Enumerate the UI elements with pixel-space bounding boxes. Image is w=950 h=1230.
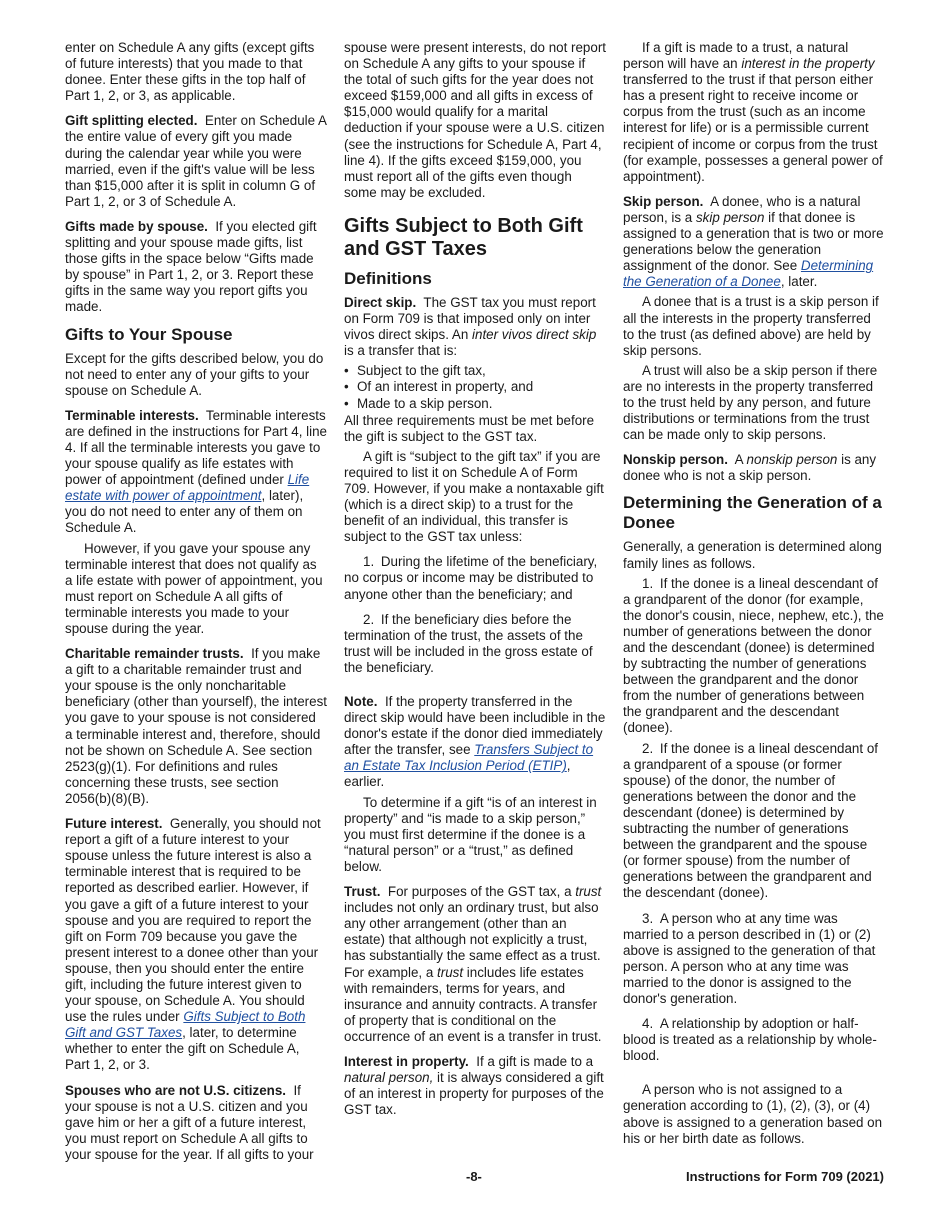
numbered-item-4: 4. A relationship by adoption or half-blood is treated as a relationship by whole-blood. (623, 1016, 877, 1064)
column-3 (623, 40, 885, 1156)
run-in-heading: Trust. (344, 884, 381, 900)
paragraph-intro: enter on Schedule A any gifts (except gifts of future interests) that you made to that donee. Enter these gifts in the top half of Part 1, 2, or 3, as applicable. (65, 40, 315, 104)
column-1 (65, 40, 327, 1172)
paragraph-trust-also: A trust will also be a skip person if there are no interests in the property transferred to the trust held by any person, and future distributions or terminations from the trust can be made only to skip persons. (623, 362, 878, 443)
paragraph-determine: To determine if a gift “is of an interest in property” and “is made to a skip person,” you must first determine if the donee is a “natural person” or a “trust,” as defined below. (344, 794, 597, 874)
list-item: • Of an interest in property, and (344, 379, 606, 395)
link-gifts-subject-both[interactable]: Gifts Subject to Both Gift and GST Taxes (65, 1009, 306, 1041)
paragraph-continued: spouse were present interests, do not report on Schedule A any gifts to your spouse if the total of such gifts for the year does not exceed $159,000 and all gifts in excess of $15,000 would qualify for a marital deduction if your spouse were a U.S. citizen (see the instructions for Schedule A, Part 4, line 4). If the gifts exceed $159,000, you must report all of the gifts even though some may be excluded. (344, 40, 607, 200)
paragraph-direct-skip: Direct skip. The GST tax you must report on Form 709 is that imposed only on inter vivos direct skips. An inter vivos direct skip is a transfer that is: (344, 294, 597, 359)
paragraph-interest-property: Interest in property. If a gift is made to a natural person, it is always considered a gift of an interest in property for purposes of the GST tax. (344, 1053, 604, 1118)
paragraph-future-interest: Future interest. Generally, you should not report a gift of a future interest to your spouse unless the future interest is also a terminable interest that is required to be reported as described earlier. However, if you gave a gift of a future interest to your spouse and you are required to report the gift on Form 709 because you gave the present interest to a donee other than your spouse, then you should enter the entire gift, including the future interest given to your spouse, on Schedule A. You should use the rules under Gifts Subject to Both Gift and GST Taxes, later, to determine whether to enter the gift on Schedule A, Part 1, 2, or 3. (65, 816, 321, 1073)
paragraph-nonskip-person: Nonskip person. A nonskip person is any donee who is not a skip person. (623, 452, 877, 484)
section-heading-determining-generation: Determining the Generation of a Donee (623, 493, 882, 533)
run-in-heading: Terminable interests. (65, 407, 199, 423)
numbered-item-1: 1. If the donee is a lineal descendant of a grandparent of the donor (for example, the donor's cousin, niece, nephew, etc.), the number of generations between the donor and the descendant (donee) is determined by subtracting the number of generations between the grandparent and the donor from the number of generations between the grandparent and the descendant (donee). (623, 575, 884, 736)
run-in-heading: Gifts made by spouse. (65, 218, 208, 234)
paragraph-not-assigned: A person who is not assigned to a generation according to (1), (2), (3), or (4) above is assigned to a generation based on his or her birth date as follows. (623, 1082, 883, 1146)
paragraph-trust: Trust. For purposes of the GST tax, a trust includes not only an ordinary trust, but also any other arrangement (other than an estate) that although not explicitly a trust, has substantially the same effect as a trust. For example, a trust includes life estates with remainders, terms for years, and insurance and annuity contracts. A transfer of property that is conditional on the occurrence of an event is a transfer in trust. (344, 884, 602, 1044)
link-etip[interactable]: Transfers Subject to an Estate Tax Inclusion Period (ETIP) (344, 742, 594, 774)
run-in-heading: Charitable remainder trusts. (65, 646, 244, 662)
run-in-heading: Skip person. (623, 193, 704, 209)
section-heading-gst: Gifts Subject to Both Gift and GST Taxes (344, 214, 583, 260)
link-determining-generation[interactable]: Determining the Generation of a Donee (623, 258, 874, 290)
numbered-item-2: 2. If the beneficiary dies before the termination of the trust, the assets of the trust will be included in the gross estate of the beneficiary. (344, 611, 593, 675)
paragraph-generally: Generally, a generation is determined along family lines as follows. (623, 539, 882, 571)
paragraph-terminable: Terminable interests. Terminable interests are defined in the instructions for Part 4, line 4. If all the terminable interests you gave to your spouse qualify as life estates with power of appointment (defined under Life estate with power of appointment, later), you do not need to enter any of them on Schedule A. (65, 407, 328, 536)
paragraph-skip-person: Skip person. A donee, who is a natural person, is a skip person if that donee is assigned to a generation that is two or more generations below the generation assignment of the donor. See Determining the Generation of a Donee, later. (623, 193, 884, 290)
page-number: -8- (466, 1169, 482, 1184)
paragraph-charitable-remainder: Charitable remainder trusts. If you make a gift to a charitable remainder trust and your spouse is the only noncharitable beneficiary (other than yourself), the interest you gave to your spouse is not considered a terminable interest and, therefore, should not be shown on Schedule A. See section 2523(g)(1). For definitions and rules concerning these trusts, see section 2056(b)(8)(B). (65, 646, 327, 806)
link-life-estate[interactable]: Life estate with power of appointment (65, 472, 310, 504)
run-in-heading: Direct skip. (344, 294, 417, 310)
numbered-item-3: 3. A person who at any time was married to a person described in (1) or (2) above is assigned to the generation of that person. A person who at any time was married to the donor is assigned to the donor's generation. (623, 910, 876, 1006)
run-in-heading: Interest in property. (344, 1053, 469, 1069)
paragraph-natural-person-interest: If a gift is made to a trust, a natural person will have an interest in the property transferred to the trust if that person either has a present right to receive income or corpus from the trust (such as an income interest for life) or is a permissible current recipient of income or corpus from the trust (for example, possesses a general power of appointment). (623, 40, 883, 184)
section-heading-gifts-to-spouse: Gifts to Your Spouse (65, 324, 233, 344)
paragraph-note: Note. If the property transferred in the direct skip would have been includible in the donor's estate if the donor died immediately after the transfer, see Transfers Subject to an Estate Tax Inclusion Period (ETIP), earlier. (344, 694, 606, 790)
paragraph-noncitizen-spouse: Spouses who are not U.S. citizens. If your spouse is not a U.S. citizen and you gave him or her a gift of a future interest, you must report on Schedule A all gifts to your spouse for the year. If all gifts to your (65, 1082, 314, 1162)
paragraph-gift-splitting: Gift splitting elected. Enter on Schedule A the entire value of every gift you made during the calendar year while you were married, even if the gift's value will be less than $15,000 after it is split in column G of Part 1, 2, or 3 of Schedule A. (65, 113, 327, 209)
run-in-heading: Note. (344, 694, 378, 709)
paragraph-except: Except for the gifts described below, you do not need to enter any of your gifts to your spouse on Schedule A. (65, 350, 324, 398)
run-in-heading: Future interest. (65, 816, 163, 832)
subheading-definitions: Definitions (344, 268, 432, 288)
footer-document-title: Instructions for Form 709 (2021) (686, 1169, 884, 1184)
column-2 (344, 40, 606, 1127)
paragraph-gifts-by-spouse: Gifts made by spouse. If you elected gift splitting and your spouse made gifts, list those gifts in the space below “Gifts made by spouse” in Part 1, 2, or 3. Report these gifts in the same way you report gifts you made. (65, 218, 317, 315)
paragraph-trust-skip: A donee that is a trust is a skip person if all the interests in the property transferred to the trust (as defined above) are held by skip persons. (623, 294, 879, 358)
run-in-heading: Gift splitting elected. (65, 113, 198, 129)
numbered-item-1: 1. During the lifetime of the beneficiary, no corpus or income may be distributed to anyone other than the beneficiary; and (344, 554, 598, 602)
run-in-heading: Spouses who are not U.S. citizens. (65, 1082, 286, 1098)
paragraph-however: However, if you gave your spouse any terminable interest that does not qualify as a life estate with power of appointment, you must report on Schedule A all gifts of terminable interests you made to your spouse during the year. (65, 540, 323, 636)
list-item: • Subject to the gift tax, (344, 363, 606, 379)
paragraph-subject-gift-tax: A gift is “subject to the gift tax” if you are required to list it on Schedule A of Form 709. However, if you make a nontaxable gift (which is a direct skip) to a trust for the benefit of an individual, this transfer is subject to the GST tax unless: (344, 448, 604, 545)
numbered-item-2: 2. If the donee is a lineal descendant of a grandparent of a spouse (or former spouse) of the donor, the number of generations between the donor and the descendant (donee) is determined by subtracting the number of generations between the grandparent and the spouse (or former spouse) from the number of generations between the grandparent and the descendant (donee). (623, 740, 878, 901)
run-in-heading: Nonskip person. (623, 452, 728, 468)
paragraph-all-three: All three requirements must be met before the gift is subject to the GST tax. (344, 412, 595, 444)
bullet-list-direct-skip (344, 363, 606, 411)
list-item: • Made to a skip person. (344, 396, 606, 412)
